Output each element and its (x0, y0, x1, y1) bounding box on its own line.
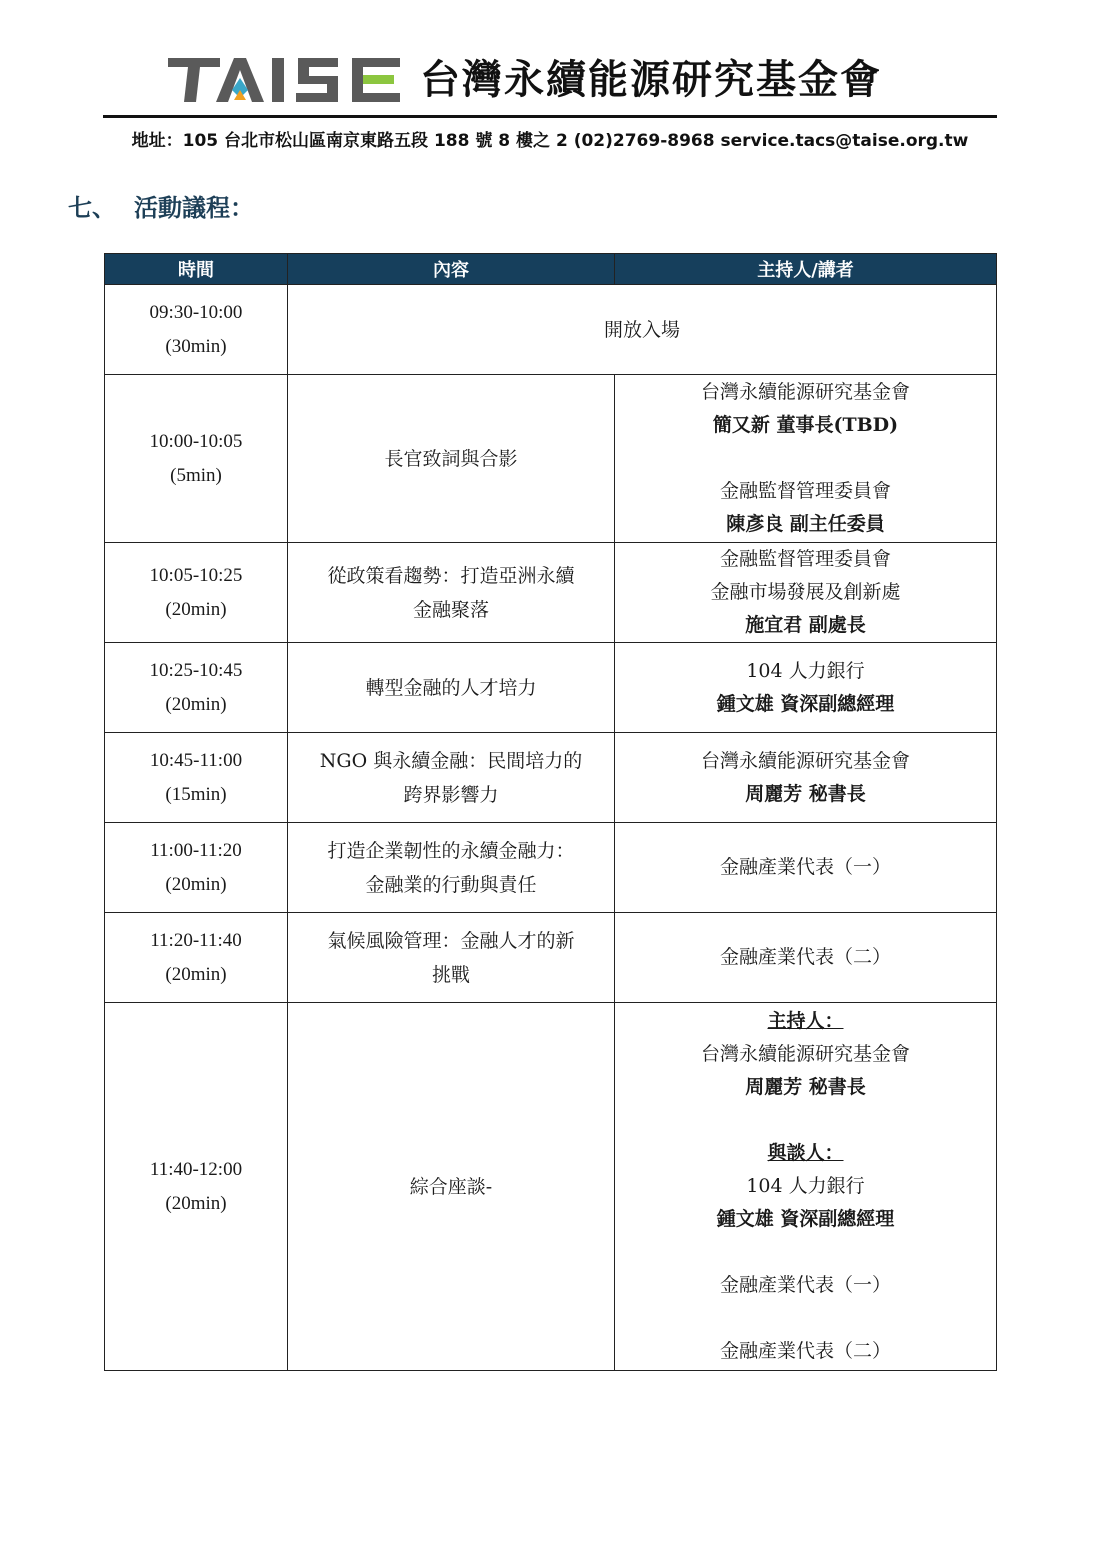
spacer (621, 1104, 990, 1137)
content-line: 金融聚落 (412, 598, 489, 621)
header-speaker: 主持人/講者 (615, 254, 997, 285)
time-duration: (30min) (165, 335, 227, 357)
speaker-cell (615, 375, 997, 543)
content-line: 開放入場 (603, 318, 680, 341)
content-cell (288, 823, 615, 913)
organization-name: 台灣永續能源研究基金會 (420, 56, 882, 103)
content-line: 轉型金融的人才培力 (365, 676, 537, 699)
content-cell (288, 285, 997, 375)
content-cell (288, 543, 615, 643)
table-row (105, 823, 997, 913)
table-row (105, 733, 997, 823)
speaker-cell (615, 913, 997, 1003)
taise-logo-mark (168, 54, 404, 106)
spacer (621, 442, 990, 475)
speaker-cell (615, 1003, 997, 1371)
table-row (105, 285, 997, 375)
speaker-cell (615, 733, 997, 823)
table-header-row (105, 254, 997, 285)
content-line: 綜合座談- (409, 1175, 493, 1198)
agenda-table (104, 253, 997, 1371)
time-cell (105, 375, 288, 543)
speaker-role-label: 主持人： (767, 1010, 844, 1032)
time-duration: (20min) (165, 598, 227, 620)
time-duration: (15min) (165, 783, 227, 805)
table-row (105, 375, 997, 543)
speaker-line: 104 人力銀行 (746, 1175, 865, 1197)
content-cell (288, 643, 615, 733)
speaker-line: 金融監督管理委員會 (719, 548, 891, 570)
content-line: 打造企業韌性的永續金融力： (327, 839, 575, 862)
speaker-line: 台灣永續能源研究基金會 (700, 381, 910, 403)
speaker-role-label: 與談人： (767, 1142, 844, 1164)
table-row (105, 1003, 997, 1371)
speaker-line: 金融監督管理委員會 (719, 480, 891, 502)
header-content: 內容 (288, 254, 615, 285)
speaker-line: 施宜君 副處長 (745, 614, 866, 636)
speaker-line: 陳彥良 副主任委員 (726, 513, 885, 535)
time-range: 10:05-10:25 (149, 564, 243, 586)
table-row (105, 543, 997, 643)
time-cell (105, 913, 288, 1003)
content-line: 長官致詞與合影 (384, 447, 518, 470)
header-divider (103, 115, 997, 118)
speaker-line: 鍾文雄 資深副總經理 (716, 1208, 895, 1230)
content-cell (288, 913, 615, 1003)
time-cell (105, 285, 288, 375)
speaker-line: 簡又新 董事長(TBD) (712, 414, 899, 436)
time-cell (105, 1003, 288, 1371)
content-line: 從政策看趨勢：打造亞洲永續 (327, 564, 575, 587)
speaker-line: 金融產業代表（二） (719, 946, 891, 968)
time-duration: (5min) (170, 464, 222, 486)
section-title-text: 活動議程： (134, 193, 254, 222)
spacer (621, 1236, 990, 1269)
time-range: 10:00-10:05 (149, 430, 243, 452)
contact-address: 地址：105 台北市松山區南京東路五段 188 號 8 樓之 2 (02)2769-8968 service.tacs@taise.org.tw (131, 131, 969, 151)
speaker-line: 金融產業代表（二） (719, 1340, 891, 1362)
section-number: 七、 (68, 193, 116, 222)
speaker-line: 104 人力銀行 (746, 659, 865, 682)
content-line: NGO 與永續金融：民間培力的 (319, 749, 583, 772)
header-time: 時間 (105, 254, 288, 285)
time-duration: (20min) (165, 693, 227, 715)
speaker-line: 台灣永續能源研究基金會 (700, 1043, 910, 1065)
table-row (105, 643, 997, 733)
speaker-line: 台灣永續能源研究基金會 (700, 749, 910, 772)
speaker-cell (615, 643, 997, 733)
spacer (621, 1302, 990, 1335)
time-range: 10:45-11:00 (149, 749, 243, 771)
time-duration: (20min) (165, 873, 227, 895)
speaker-line: 周麗芳 秘書長 (745, 1076, 866, 1098)
speaker-line: 鍾文雄 資深副總經理 (716, 692, 895, 715)
taise-logo (168, 54, 404, 106)
speaker-cell (615, 823, 997, 913)
speaker-line: 金融產業代表（一） (719, 856, 891, 878)
time-cell (105, 733, 288, 823)
content-cell (288, 1003, 615, 1371)
speaker-line: 金融市場發展及創新處 (710, 581, 901, 603)
time-range: 11:20-11:40 (150, 929, 242, 951)
agenda-body (105, 285, 997, 1371)
time-duration: (20min) (165, 963, 227, 985)
time-duration: (20min) (165, 1192, 227, 1214)
time-range: 09:30-10:00 (149, 301, 243, 323)
time-cell (105, 643, 288, 733)
speaker-cell (615, 543, 997, 643)
time-range: 11:00-11:20 (150, 839, 242, 861)
content-line: 挑戰 (431, 963, 470, 986)
time-cell (105, 543, 288, 643)
content-cell (288, 733, 615, 823)
section-heading (68, 188, 254, 223)
time-range: 10:25-10:45 (149, 659, 243, 681)
time-cell (105, 823, 288, 913)
time-range: 11:40-12:00 (149, 1158, 243, 1180)
speaker-line: 周麗芳 秘書長 (745, 782, 866, 805)
content-line: 金融業的行動與責任 (365, 873, 537, 896)
content-cell (288, 375, 615, 543)
speaker-line: 金融產業代表（一） (719, 1274, 891, 1296)
content-line: 跨界影響力 (403, 783, 499, 806)
content-line: 氣候風險管理：金融人才的新 (327, 929, 575, 952)
table-row (105, 913, 997, 1003)
